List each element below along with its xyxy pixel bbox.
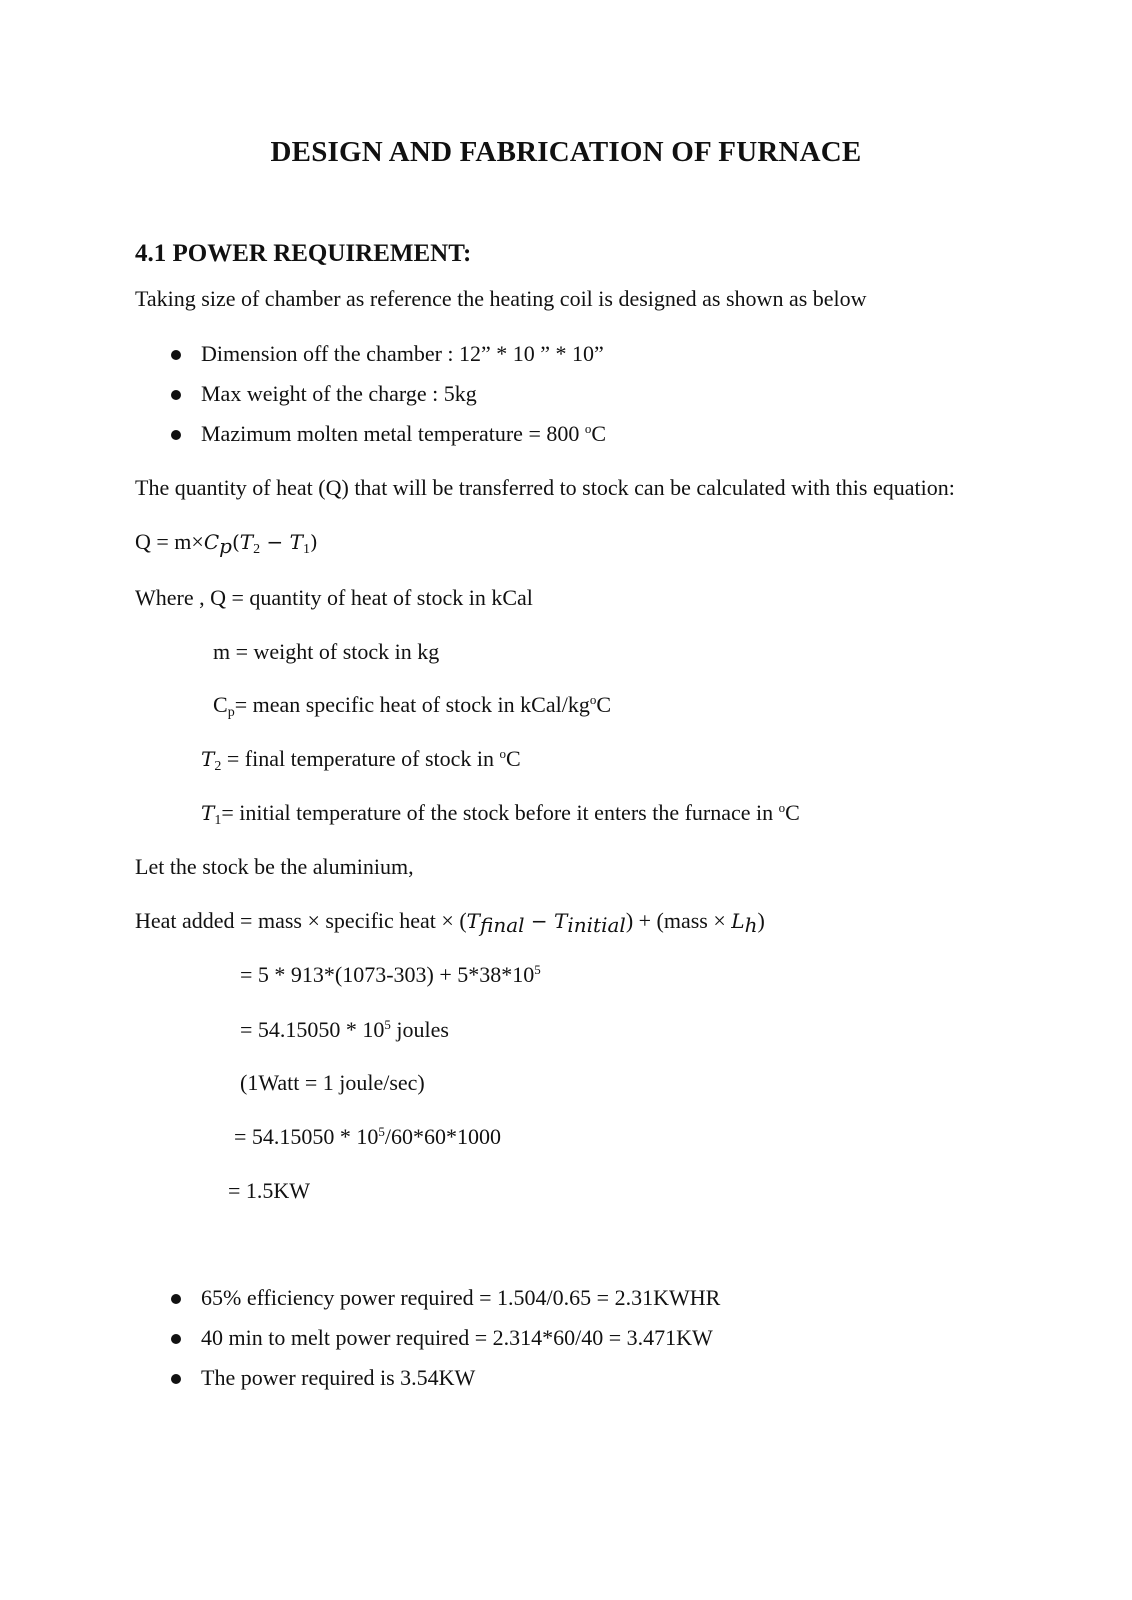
intro-paragraph: Taking size of chamber as reference the heating coil is designed as shown as below — [135, 286, 867, 311]
spec-item-dimension: Dimension off the chamber : 12” * 10 ” * 10” — [201, 341, 604, 366]
result-item-melt-time: 40 min to melt power required = 2.314*60/40 = 3.471KW — [201, 1325, 713, 1350]
where-t1: $T_1=$ initial temperature of the stock before it enters the furnace in $^o$C — [201, 800, 800, 828]
stock-paragraph: Let the stock be the aluminium, — [135, 854, 414, 879]
where-m: m = weight of stock in kg — [213, 639, 440, 664]
where-t2: $T_2$ = final temperature of stock in $^o$C — [201, 746, 521, 774]
bullet-icon — [171, 1374, 181, 1384]
document-title: DESIGN AND FABRICATION OF FURNACE — [270, 136, 862, 168]
bullet-icon — [171, 350, 181, 360]
calc-step-5: = 1.5KW — [228, 1178, 311, 1203]
calc-step-4: = $54.15050 * 10^5/60*60*1000$ — [234, 1124, 502, 1149]
quantity-paragraph: The quantity of heat (Q) that will be transferred to stock can be calculated with this equation: — [135, 475, 955, 500]
result-item-power-required: The power required is 3.54KW — [201, 1365, 476, 1390]
calc-step-3: (1Watt = 1 joule/sec) — [240, 1070, 425, 1095]
calc-step-2: = $54.15050 * 10^5$ joules — [240, 1017, 449, 1042]
calc-step-1: = $5 * 913*(1073-303) + 5*38*10^5$ — [240, 962, 541, 987]
bullet-icon — [171, 1294, 181, 1304]
where-cp: $C_p=$ mean specific heat of stock in kCal/$kg^oC$ — [213, 692, 612, 720]
heat-formula: $Q = m\times C_p(T_2 - T_1)$ — [135, 529, 318, 558]
bullet-icon — [171, 1334, 181, 1344]
bullet-icon — [171, 430, 181, 440]
section-heading: 4.1 POWER REQUIREMENT: — [135, 240, 472, 267]
result-item-efficiency: 65% efficiency power required = 1.504/0.65 = 2.31KWHR — [201, 1285, 721, 1310]
spec-item-weight: Max weight of the charge : 5kg — [201, 381, 477, 406]
bullet-icon — [171, 390, 181, 400]
where-q: Where , Q = quantity of heat of stock in kCal — [135, 585, 533, 610]
spec-item-temperature: Mazimum molten metal temperature = 800 $^o$C — [201, 421, 607, 446]
heat-added-formula: Heat added = mass × specific heat × $(T_{final} - T_{initial})$ + (mass × $L_h$) — [135, 908, 765, 937]
